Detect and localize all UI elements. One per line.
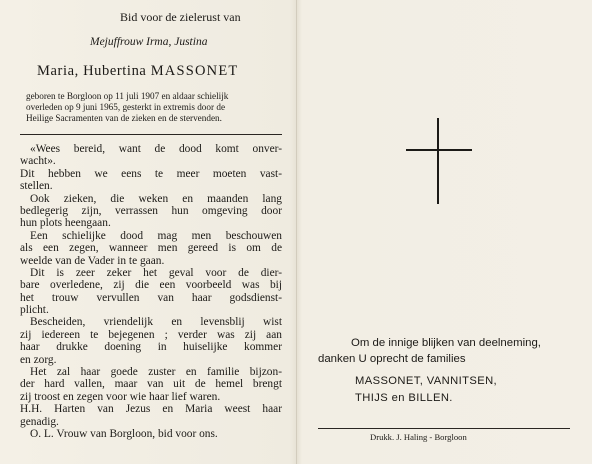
text-line: Bescheiden, vriendelijk en levensblij wist bbox=[30, 316, 282, 329]
deceased-title: Mejuffrouw Irma, Justina bbox=[90, 36, 208, 48]
bio-line: overleden op 9 juni 1965, gesterkt in extremis door de bbox=[26, 101, 226, 112]
bio-line: Heilige Sacramenten van de zieken en de stervenden. bbox=[26, 112, 222, 123]
deceased-given-names: Maria, Hubertina bbox=[37, 63, 147, 79]
text-line: genadig. bbox=[20, 415, 59, 428]
family-line: MASSONET, VANNITSEN, bbox=[355, 375, 498, 387]
printer-credit: Drukk. J. Haling - Borgloon bbox=[370, 432, 467, 442]
text-line: weelde van de Vader in te gaan. bbox=[20, 254, 165, 267]
text-line: der hard vallen, maar van uit de hemel brengt bbox=[20, 378, 282, 391]
family-line: THIJS en BILLEN. bbox=[355, 392, 453, 404]
family-names bbox=[355, 373, 497, 407]
thanks-line: Om de innige blijken van deelneming, bbox=[351, 337, 541, 349]
deceased-name bbox=[37, 63, 238, 80]
text-line: hun plots heengaan. bbox=[20, 217, 111, 230]
prayer-intro: Bid voor de zielerust van bbox=[120, 10, 241, 24]
paragraph bbox=[20, 428, 282, 440]
card-fold-line bbox=[296, 0, 297, 464]
divider-line bbox=[318, 428, 570, 429]
paragraph bbox=[20, 168, 282, 193]
thanks-message bbox=[310, 335, 590, 367]
text-line: zij troost en zegen voor wie haar lief waren. bbox=[20, 390, 221, 403]
text-line: Dit is zeer zeker het geval voor de dier- bbox=[30, 266, 282, 279]
text-line: bare overledene, zij die een voorbeeld was bij bbox=[20, 279, 282, 292]
bio-line: geboren te Borgloon op 11 juli 1907 en aldaar schielijk bbox=[26, 91, 229, 101]
paragraph bbox=[20, 267, 282, 317]
paragraph bbox=[20, 193, 282, 230]
paragraph bbox=[20, 230, 282, 267]
cross-vertical-bar bbox=[437, 118, 439, 204]
text-line: bedlegerig zijn, verrassen hun omgeving door bbox=[20, 204, 282, 217]
latin-cross-icon bbox=[406, 118, 472, 204]
text-line: het trouw vervullen van haar godsdienst- bbox=[20, 291, 282, 304]
text-line: «Wees bereid, want de dood komt onver- bbox=[30, 143, 282, 155]
paragraph bbox=[20, 366, 282, 403]
deceased-surname: MASSONET bbox=[150, 63, 239, 79]
text-line: Een schielijke dood mag men beschouwen bbox=[30, 229, 282, 242]
text-line: Dit hebben we eens te meer moeten vast- bbox=[20, 167, 282, 180]
paragraph bbox=[20, 403, 282, 428]
text-line: O. L. Vrouw van Borgloon, bid voor ons. bbox=[30, 427, 218, 440]
text-line: stellen. bbox=[20, 180, 53, 193]
paragraph bbox=[20, 316, 282, 366]
text-line: zij iedereen te bejegenen ; verder was zij aan bbox=[20, 328, 282, 341]
cross-horizontal-bar bbox=[406, 149, 472, 151]
text-line: H.H. Harten van Jezus en Maria weest haar bbox=[20, 403, 282, 416]
text-line: haar drukke doening in huiselijke kommer bbox=[20, 341, 282, 354]
memorial-text bbox=[20, 143, 282, 440]
birth-death-details bbox=[26, 91, 282, 123]
paragraph bbox=[20, 143, 282, 168]
text-line: als een zegen, wanneer men gereed is om de bbox=[20, 242, 282, 255]
text-line: Het zal haar goede zuster en familie bijzon- bbox=[30, 366, 282, 379]
text-line: wacht». bbox=[20, 155, 56, 168]
text-line: en zorg. bbox=[20, 353, 57, 366]
thanks-line: danken U oprecht de families bbox=[318, 353, 466, 365]
text-line: plicht. bbox=[20, 304, 49, 317]
text-line: Ook zieken, die weken en maanden lang bbox=[30, 192, 282, 205]
divider-line bbox=[20, 134, 282, 135]
